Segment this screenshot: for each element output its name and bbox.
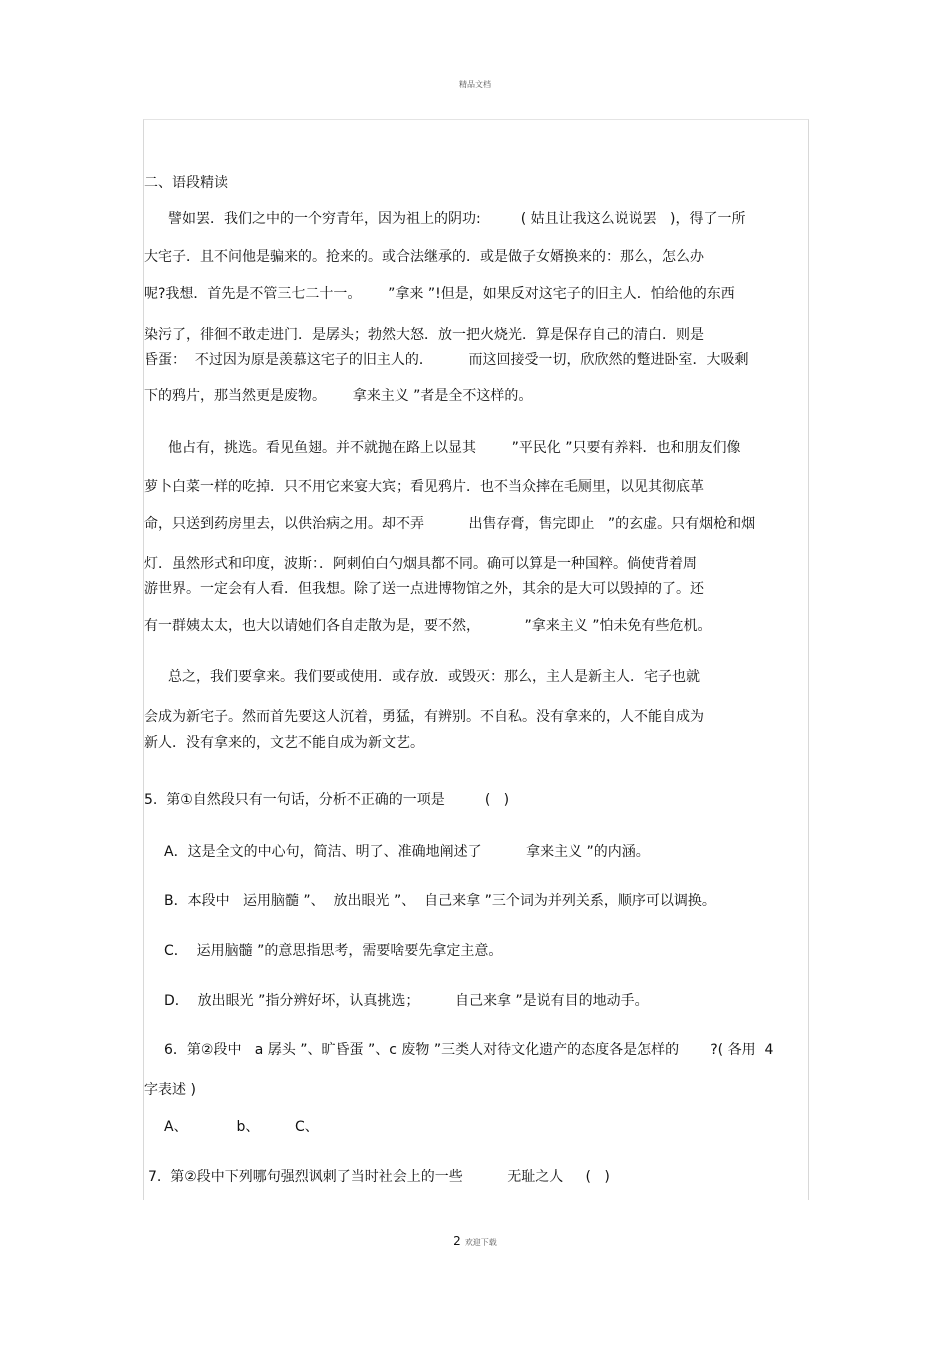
page-footer (0, 1230, 950, 1249)
text-line: 大宅子．且不问他是骗来的。抢来的。或合法继承的．或是做子女婿换来的：那么，怎么办 (144, 249, 704, 265)
page-header: 精品文档 (459, 80, 491, 89)
text-line: 命，只送到药房里去，以供治病之用。却不弄 出售存膏，售完即止 ”的玄虚。只有烟枪和烟 (144, 516, 756, 532)
option-b: B．本段中 运用脑髓 ”、 放出眼光 ”、 自己来拿 ”三个词为并列关系，顺序可以调换。 (164, 893, 716, 909)
section-title: 二、语段精读 (144, 175, 228, 191)
page-number: 2 (453, 1234, 461, 1248)
text-line: 会成为新宅子。然而首先要这人沉着，勇猛，有辨别。不自私。没有拿来的，人不能自成为 (144, 709, 704, 725)
answer-blanks: A、 b、 C、 (164, 1119, 319, 1135)
text-line: 萝卜白菜一样的吃掉．只不用它来宴大宾；看见鸦片．也不当众摔在毛厕里，以见其彻底革 (144, 479, 704, 495)
page-frame (143, 119, 809, 1200)
question-7: 7. 第②段中下列哪句强烈讽刺了当时社会上的一些 无耻之人 ( ) (148, 1169, 610, 1185)
text-line: 下的鸦片，那当然更是废物。 拿来主义 ”者是全不这样的。 (144, 388, 533, 404)
text-line: 他占有，挑选。看见鱼翅。并不就抛在路上以显其 ”平民化 ”只要有养料．也和朋友们像 (168, 440, 741, 456)
text-line: 昏蛋： 不过因为原是羡慕这宅子的旧主人的． 而这回接受一切，欣欣然的蹩进卧室．大吸剩 (144, 352, 749, 368)
text-line: 呢?我想．首先是不管三七二十一。 ”拿来 ”!但是，如果反对这宅子的旧主人．怕给他的东西 (144, 286, 735, 302)
question-6-cont: 字表述 ) (144, 1082, 196, 1098)
question-5: 5. 第①自然段只有一句话，分析不正确的一项是 ( ) (144, 792, 510, 808)
question-6: 6．第②段中 a 孱头 ”、旷昏蛋 ”、c 废物 ”三类人对待文化遗产的态度各是怎样的 ?( 各用 4 (164, 1042, 774, 1058)
option-a: A．这是全文的中心句，简洁、明了、准确地阐述了 拿来主义 ”的内涵。 (164, 844, 650, 860)
text-line: 游世界。一定会有人看．但我想。除了送一点进博物馆之外，其余的是大可以毁掉的了。还 (144, 581, 704, 597)
text-line: 染污了，徘徊不敢走进门．是孱头；勃然大怒．放一把火烧光．算是保存自己的清白．则是 (144, 327, 704, 343)
text-line: 有一群姨太太，也大以请她们各自走散为是，要不然， ”拿来主义 ”怕未免有些危机。 (144, 618, 712, 634)
footer-text: 欢迎下载 (464, 1238, 497, 1247)
option-d: D． 放出眼光 ”指分辨好坏，认真挑选； 自己来拿 ”是说有目的地动手。 (164, 993, 649, 1009)
text-line: 灯．虽然形式和印度，波斯：．阿刺伯白勺烟具都不同。确可以算是一种国粹。倘使背着周 (144, 556, 697, 572)
text-line: 新人．没有拿来的，文艺不能自成为新文艺。 (144, 735, 424, 751)
text-line: 总之，我们要拿来。我们要或使用．或存放．或毁灭：那么，主人是新主人．宅子也就 (168, 669, 700, 685)
text-line: 譬如罢．我们之中的一个穷青年，因为祖上的阴功: ( 姑且让我这么说说罢 )，得了一所 (168, 211, 746, 227)
option-c: C． 运用脑髓 ”的意思指思考，需要啥要先拿定主意。 (164, 943, 503, 959)
